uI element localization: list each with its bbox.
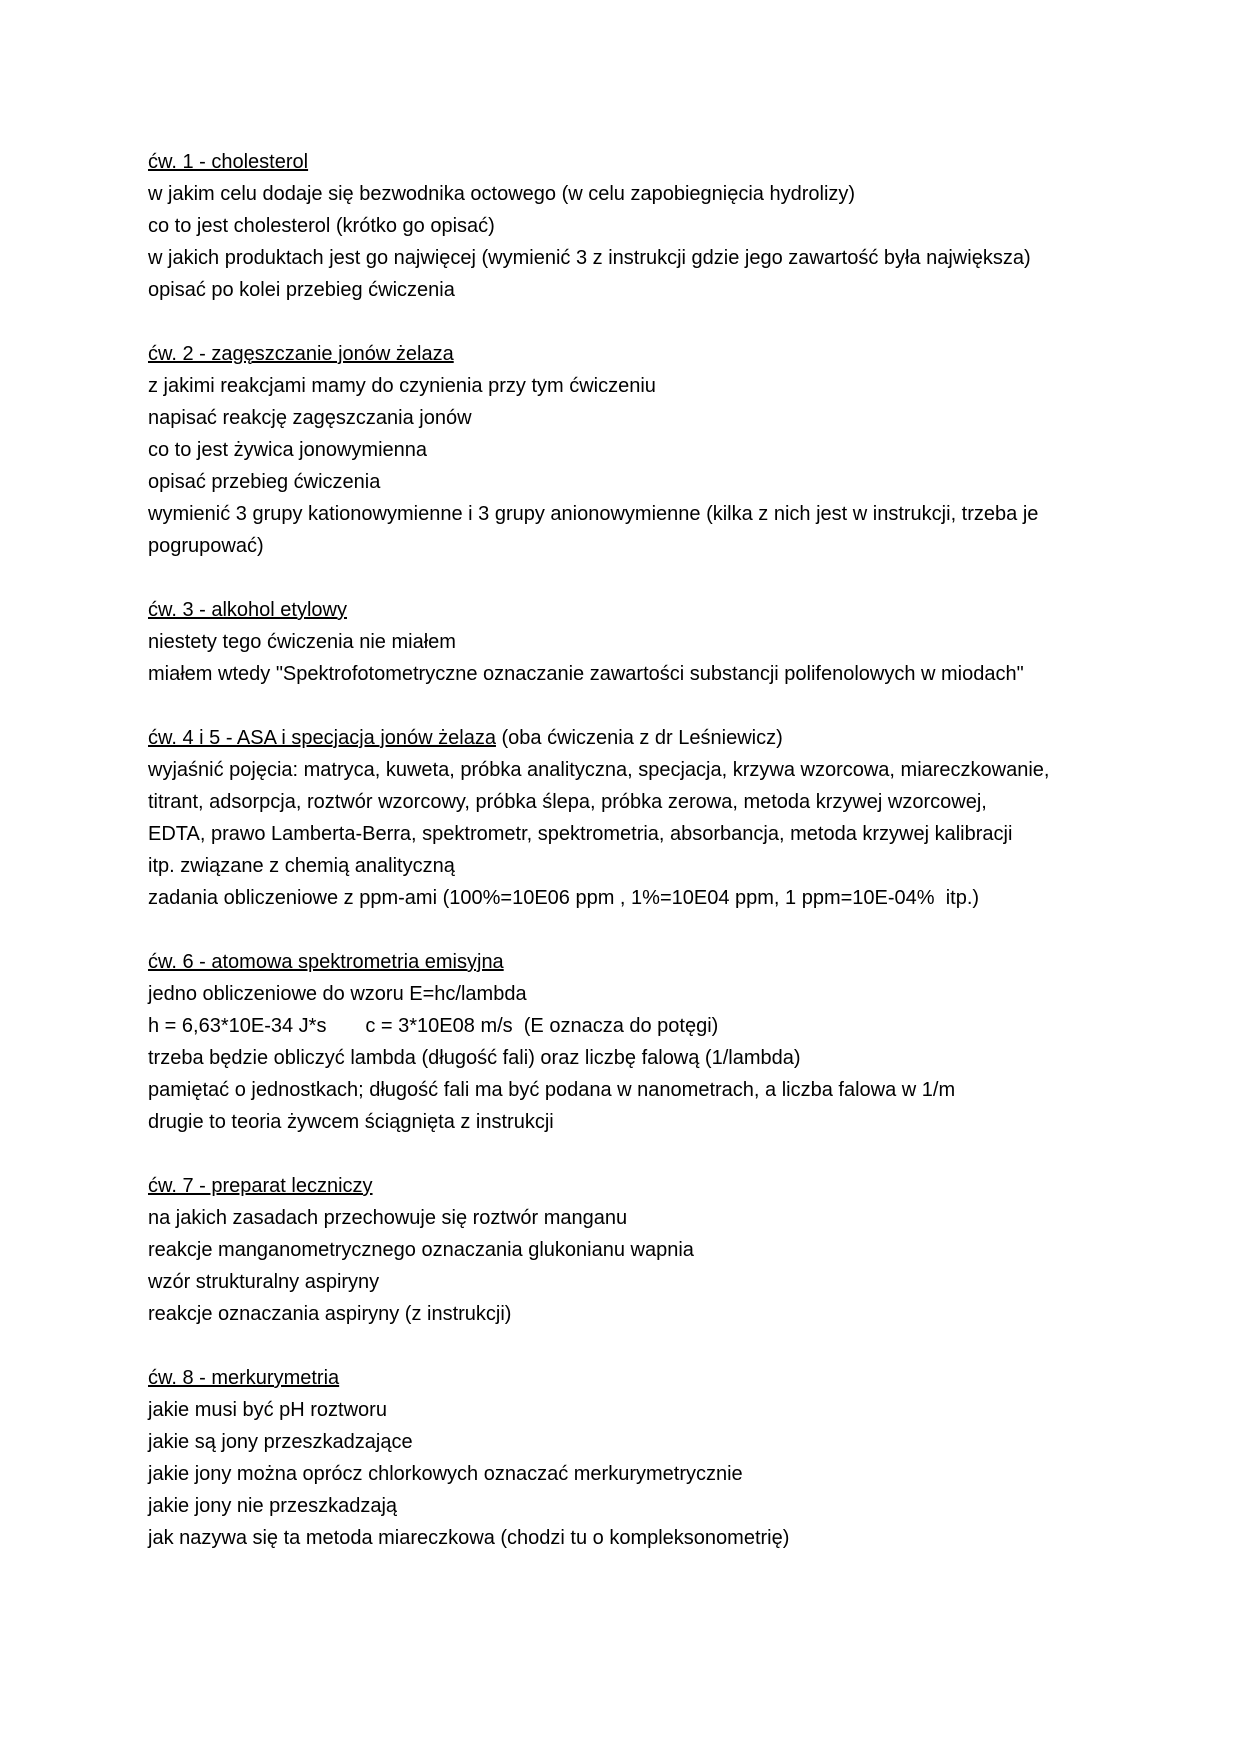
text-line: w jakim celu dodaje się bezwodnika octowego (w celu zapobiegnięcia hydrolizy) — [148, 183, 856, 205]
section-3 — [148, 594, 1108, 690]
text-line: h = 6,63*10E-34 J*s c = 3*10E08 m/s (E oznacza do potęgi) — [148, 1015, 719, 1037]
text-line: w jakich produktach jest go najwięcej (wymienić 3 z instrukcji gdzie jego zawartość była największa) — [148, 247, 1031, 269]
text-line: drugie to teoria żywcem ściągnięta z instrukcji — [148, 1111, 554, 1133]
text-line: na jakich zasadach przechowuje się roztwór manganu — [148, 1207, 628, 1229]
text-line: napisać reakcję zagęszczania jonów — [148, 407, 472, 429]
section-heading: ćw. 4 i 5 - ASA i specjacja jonów żelaza — [148, 727, 496, 749]
section-heading: ćw. 7 - preparat leczniczy — [148, 1175, 373, 1197]
section-heading-row — [148, 722, 1108, 754]
text-line: itp. związane z chemią analityczną — [148, 855, 455, 877]
text-line: wymienić 3 grupy kationowymienne i 3 grupy anionowymienne (kilka z nich jest w instrukcji, trzeba je — [148, 503, 1039, 525]
section-heading: ćw. 3 - alkohol etylowy — [148, 599, 347, 621]
text-line: jakie są jony przeszkadzające — [148, 1431, 413, 1453]
section-2 — [148, 338, 1108, 562]
text-line: opisać po kolei przebieg ćwiczenia — [148, 279, 455, 301]
text-line: zadania obliczeniowe z ppm-ami (100%=10E06 ppm , 1%=10E04 ppm, 1 ppm=10E-04% itp.) — [148, 887, 980, 909]
section-heading: ćw. 6 - atomowa spektrometria emisyjna — [148, 951, 504, 973]
text-line: pamiętać o jednostkach; długość fali ma być podana w nanometrach, a liczba falowa w 1/m — [148, 1079, 956, 1101]
text-line: EDTA, prawo Lamberta-Berra, spektrometr, spektrometria, absorbancja, metoda krzywej kalibracji — [148, 823, 1013, 845]
section-6 — [148, 946, 1108, 1138]
text-line: miałem wtedy "Spektrofotometryczne oznaczanie zawartości substancji polifenolowych w miodach" — [148, 663, 1024, 685]
text-line: reakcje manganometrycznego oznaczania glukonianu wapnia — [148, 1239, 694, 1261]
section-heading: ćw. 8 - merkurymetria — [148, 1367, 340, 1389]
section-heading: ćw. 1 - cholesterol — [148, 151, 309, 173]
text-line: wyjaśnić pojęcia: matryca, kuweta, próbka analityczna, specjacja, krzywa wzorcowa, miareczkowanie, — [148, 759, 1050, 781]
text-line: niestety tego ćwiczenia nie miałem — [148, 631, 456, 653]
section-4 — [148, 722, 1108, 914]
section-8 — [148, 1362, 1108, 1554]
text-line: jak nazywa się ta metoda miareczkowa (chodzi tu o kompleksonometrię) — [148, 1527, 790, 1549]
text-line: jedno obliczeniowe do wzoru E=hc/lambda — [148, 983, 527, 1005]
text-line: jakie jony można oprócz chlorkowych oznaczać merkurymetrycznie — [148, 1463, 743, 1485]
text-line: co to jest cholesterol (krótko go opisać) — [148, 215, 495, 237]
text-line: trzeba będzie obliczyć lambda (długość fali) oraz liczbę falową (1/lambda) — [148, 1047, 801, 1069]
text-line: wzór strukturalny aspiryny — [148, 1271, 380, 1293]
text-line: jakie musi być pH roztworu — [148, 1399, 387, 1421]
text-line: pogrupować) — [148, 535, 264, 557]
section-heading-note: (oba ćwiczenia z dr Leśniewicz) — [495, 727, 783, 749]
text-line: reakcje oznaczania aspiryny (z instrukcji) — [148, 1303, 512, 1325]
document-content — [148, 146, 1108, 1586]
text-line: z jakimi reakcjami mamy do czynienia przy tym ćwiczeniu — [148, 375, 656, 397]
text-line: opisać przebieg ćwiczenia — [148, 471, 381, 493]
text-line: co to jest żywica jonowymienna — [148, 439, 428, 461]
text-line: titrant, adsorpcja, roztwór wzorcowy, próbka ślepa, próbka zerowa, metoda krzywej wzorcowej, — [148, 791, 987, 813]
section-1 — [148, 146, 1108, 306]
section-7 — [148, 1170, 1108, 1330]
section-heading: ćw. 2 - zagęszczanie jonów żelaza — [148, 343, 454, 365]
text-line: jakie jony nie przeszkadzają — [148, 1495, 398, 1517]
